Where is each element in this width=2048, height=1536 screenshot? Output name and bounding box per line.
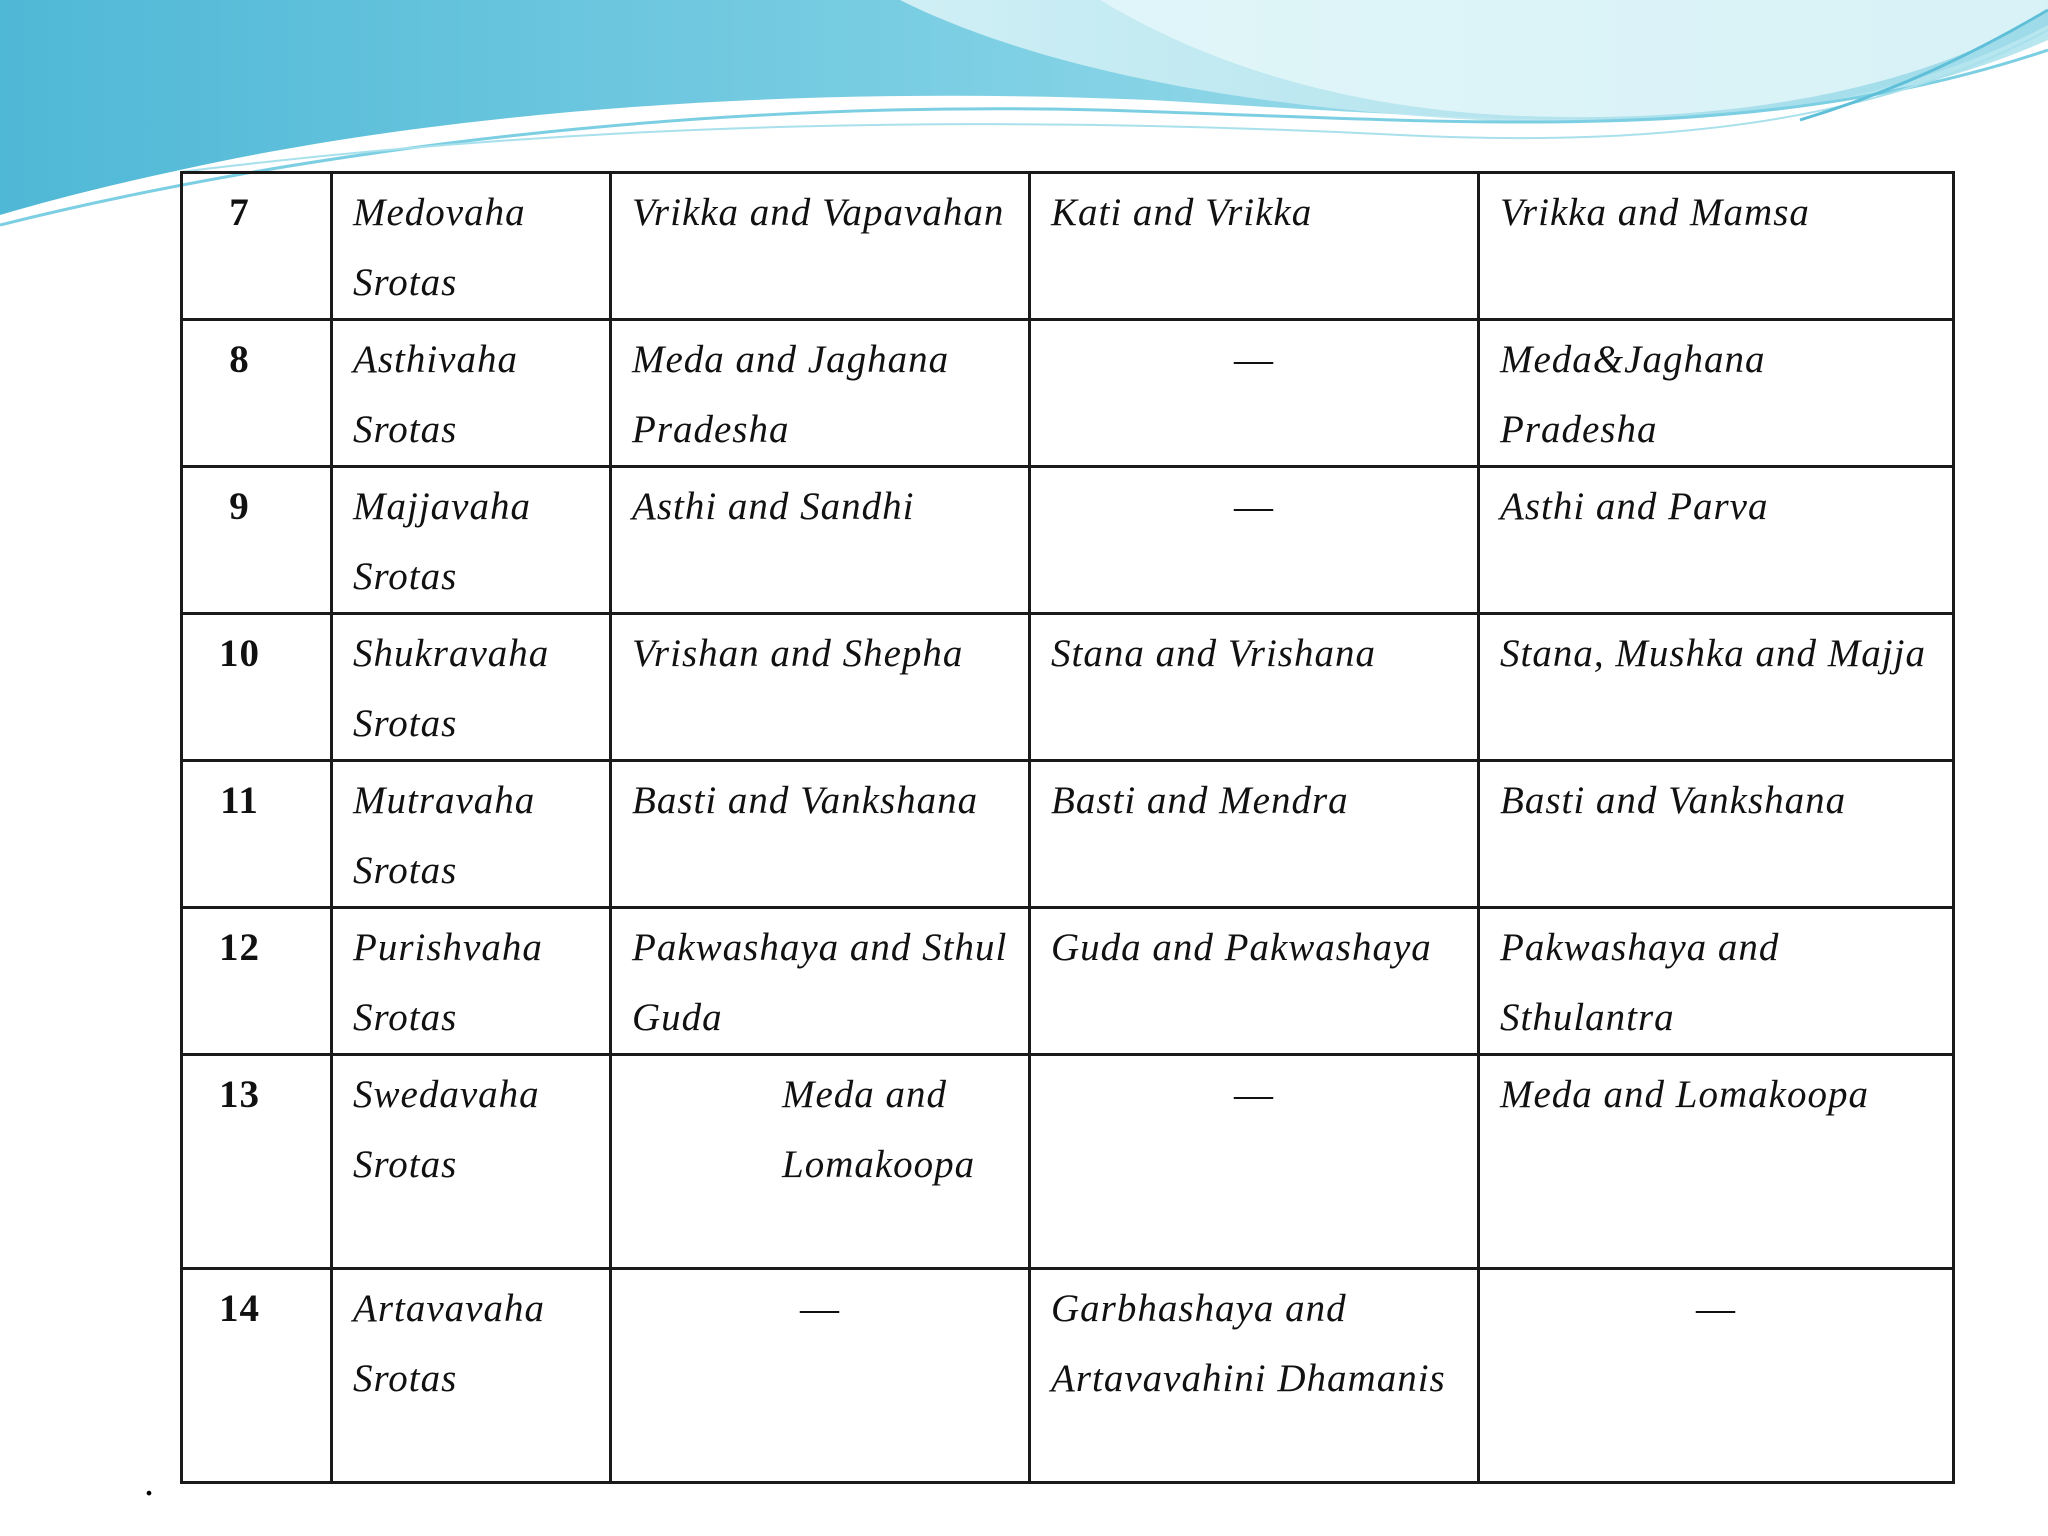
column-3-cell: — bbox=[611, 1269, 1030, 1483]
srotas-name: Swedavaha Srotas bbox=[332, 1055, 611, 1269]
row-number: 9 bbox=[182, 467, 332, 614]
table-row-14 bbox=[182, 1269, 1954, 1483]
row-number: 10 bbox=[182, 614, 332, 761]
column-3-cell: Pakwashaya and Sthul Guda bbox=[611, 908, 1030, 1055]
table-row-12 bbox=[182, 908, 1954, 1055]
srotas-name: Majjavaha Srotas bbox=[332, 467, 611, 614]
column-5-cell: Vrikka and Mamsa bbox=[1479, 173, 1954, 320]
srotas-name: Shukravaha Srotas bbox=[332, 614, 611, 761]
column-3-cell: Vrikka and Vapavahan bbox=[611, 173, 1030, 320]
srotas-name: Mutravaha Srotas bbox=[332, 761, 611, 908]
table-row-11 bbox=[182, 761, 1954, 908]
column-4-cell: — bbox=[1030, 1055, 1479, 1269]
column-5-cell: Meda&Jaghana Pradesha bbox=[1479, 320, 1954, 467]
table-row-9 bbox=[182, 467, 1954, 614]
row-number: 7 bbox=[182, 173, 332, 320]
column-3-cell: Meda and Lomakoopa bbox=[611, 1055, 1030, 1269]
column-3-cell: Meda and Jaghana Pradesha bbox=[611, 320, 1030, 467]
column-4-cell: — bbox=[1030, 320, 1479, 467]
srotas-name: Purishvaha Srotas bbox=[332, 908, 611, 1055]
table-row-13 bbox=[182, 1055, 1954, 1269]
srotas-name: Medovaha Srotas bbox=[332, 173, 611, 320]
column-3-cell: Vrishan and Shepha bbox=[611, 614, 1030, 761]
srotas-name: Artavavaha Srotas bbox=[332, 1269, 611, 1483]
column-3-cell: Basti and Vankshana bbox=[611, 761, 1030, 908]
column-5-cell: Pakwashaya and Sthulantra bbox=[1479, 908, 1954, 1055]
column-3-cell: Asthi and Sandhi bbox=[611, 467, 1030, 614]
column-5-cell: Stana, Mushka and Majja bbox=[1479, 614, 1954, 761]
column-5-cell: Meda and Lomakoopa bbox=[1479, 1055, 1954, 1269]
column-4-cell: Stana and Vrishana bbox=[1030, 614, 1479, 761]
column-5-cell: — bbox=[1479, 1269, 1954, 1483]
srotas-table bbox=[180, 171, 1955, 1484]
column-4-cell: Basti and Mendra bbox=[1030, 761, 1479, 908]
column-4-cell: — bbox=[1030, 467, 1479, 614]
column-5-cell: Asthi and Parva bbox=[1479, 467, 1954, 614]
column-4-cell: Garbhashaya and Artavavahini Dhamanis bbox=[1030, 1269, 1479, 1483]
table-row-7 bbox=[182, 173, 1954, 320]
row-number: 14 bbox=[182, 1269, 332, 1483]
row-number: 12 bbox=[182, 908, 332, 1055]
table-row-8 bbox=[182, 320, 1954, 467]
row-number: 11 bbox=[182, 761, 332, 908]
srotas-name: Asthivaha Srotas bbox=[332, 320, 611, 467]
footer-mark: . bbox=[144, 1459, 154, 1504]
table-row-10 bbox=[182, 614, 1954, 761]
column-4-cell: Kati and Vrikka bbox=[1030, 173, 1479, 320]
row-number: 13 bbox=[182, 1055, 332, 1269]
column-4-cell: Guda and Pakwashaya bbox=[1030, 908, 1479, 1055]
row-number: 8 bbox=[182, 320, 332, 467]
column-5-cell: Basti and Vankshana bbox=[1479, 761, 1954, 908]
